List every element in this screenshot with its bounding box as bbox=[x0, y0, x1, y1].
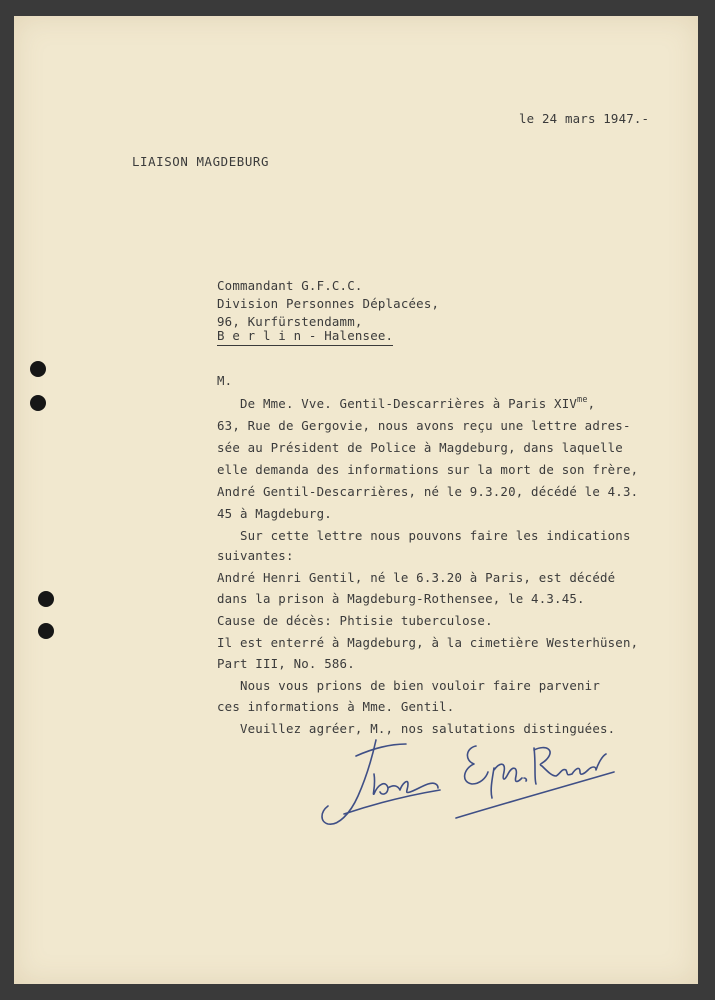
body-line: André Henri Gentil, né le 6.3.20 à Paris, est décédé bbox=[217, 570, 616, 585]
body-line: 63, Rue de Gergovie, nous avons reçu une lettre adres- bbox=[217, 418, 631, 433]
recipient-city: B e r l i n - Halensee. bbox=[217, 327, 393, 346]
body-line: Nous vous prions de bien vouloir faire parvenir bbox=[217, 678, 600, 693]
body-line: elle demanda des informations sur la mort de son frère, bbox=[217, 462, 639, 477]
signature-behr bbox=[314, 734, 449, 839]
body-line: suivantes: bbox=[217, 548, 294, 563]
body-line: dans la prison à Magdeburg-Rothensee, le 4.3.45. bbox=[217, 591, 585, 606]
body-line: Sur cette lettre nous pouvons faire les indications bbox=[217, 528, 631, 543]
recipient-line: Commandant G.F.C.C. bbox=[217, 278, 363, 293]
salutation: M. bbox=[217, 373, 233, 388]
body-line bbox=[217, 393, 595, 415]
body-text: , bbox=[587, 396, 596, 411]
recipient-line: Division Personnes Déplacées, bbox=[217, 296, 440, 311]
body-line: Part III, No. 586. bbox=[217, 656, 355, 671]
superscript: me bbox=[577, 395, 588, 405]
recipient-line: 96, Kurfürstendamm, bbox=[217, 314, 363, 329]
body-line: Cause de décès: Phtisie tuberculose. bbox=[217, 613, 493, 628]
letter-sheet bbox=[14, 16, 698, 984]
punch-hole bbox=[38, 591, 54, 607]
body-line: 45 à Magdeburg. bbox=[217, 506, 332, 521]
letter-date: le 24 mars 1947.- bbox=[519, 111, 650, 126]
punch-hole bbox=[30, 361, 46, 377]
sender-office: LIAISON MAGDEBURG bbox=[132, 154, 270, 169]
body-line: André Gentil-Descarrières, né le 9.3.20, décédé le 4.3. bbox=[217, 484, 639, 499]
body-line: sée au Président de Police à Magdeburg, dans laquelle bbox=[217, 440, 623, 455]
punch-hole bbox=[30, 395, 46, 411]
body-line: ces informations à Mme. Gentil. bbox=[217, 699, 455, 714]
signature-richard bbox=[442, 728, 622, 823]
punch-hole bbox=[38, 623, 54, 639]
body-line: Il est enterré à Magdeburg, à la cimetière Westerhüsen, bbox=[217, 635, 639, 650]
body-line: Veuillez agréer, M., nos salutations distinguées. bbox=[217, 721, 616, 736]
body-text: De Mme. Vve. Gentil-Descarrières à Paris XIV bbox=[217, 396, 578, 411]
